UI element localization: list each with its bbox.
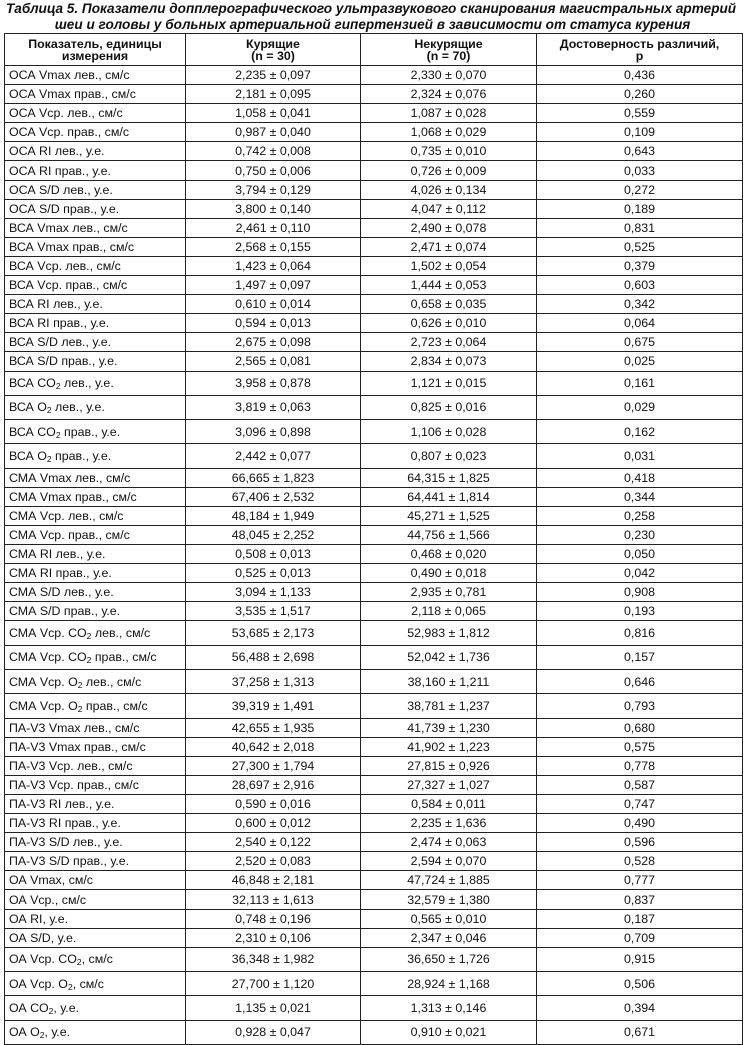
cell-indicator: СМА Vср. $CO_2$ лев., см/с <box>5 621 186 645</box>
table-row <box>5 737 743 756</box>
cell-p-value: 0,915 <box>537 947 743 971</box>
cell-indicator: ПА-V3 S/D прав., у.е. <box>5 852 186 871</box>
cell-p-value: 0,793 <box>537 694 743 718</box>
cell-smokers: 2,520 ± 0,083 <box>186 852 361 871</box>
cell-indicator: СМА S/D прав., у.е. <box>5 602 186 621</box>
cell-nonsmokers: 27,327 ± 1,027 <box>361 775 537 794</box>
table-row <box>5 871 743 890</box>
cell-smokers: 0,742 ± 0,008 <box>186 142 361 161</box>
cell-indicator: ПА-V3 RI прав., у.е. <box>5 814 186 833</box>
cell-nonsmokers: 0,565 ± 0,010 <box>361 909 537 928</box>
cell-indicator: ВСА $CO_2$ прав., у.е. <box>5 420 186 444</box>
cell-smokers: 2,461 ± 0,110 <box>186 218 361 237</box>
cell-indicator: ПА-V3 Vmax прав., см/с <box>5 737 186 756</box>
cell-p-value: 0,559 <box>537 104 743 123</box>
cell-indicator: ОА Vmax, см/с <box>5 871 186 890</box>
cell-nonsmokers: 38,781 ± 1,237 <box>361 694 537 718</box>
cell-p-value: 0,064 <box>537 314 743 333</box>
cell-indicator: СМА RI прав., у.е. <box>5 564 186 583</box>
cell-p-value: 0,029 <box>537 395 743 419</box>
cell-smokers: 3,800 ± 0,140 <box>186 199 361 218</box>
cell-indicator: СМА Vср. $CO_2$ прав., см/с <box>5 645 186 669</box>
cell-p-value: 0,603 <box>537 276 743 295</box>
table-row <box>5 352 743 371</box>
cell-nonsmokers: 45,271 ± 1,525 <box>361 506 537 525</box>
cell-p-value: 0,646 <box>537 670 743 694</box>
table-row <box>5 66 743 85</box>
table-row <box>5 583 743 602</box>
cell-nonsmokers: 1,068 ± 0,029 <box>361 123 537 142</box>
cell-smokers: 3,819 ± 0,063 <box>186 395 361 419</box>
cell-smokers: 67,406 ± 2,532 <box>186 487 361 506</box>
cell-smokers: 0,928 ± 0,047 <box>186 1020 361 1044</box>
cell-indicator: ОСА S/D прав., у.е. <box>5 199 186 218</box>
cell-p-value: 0,050 <box>537 545 743 564</box>
cell-indicator: СМА Vmax лев., см/с <box>5 468 186 487</box>
cell-smokers: 27,300 ± 1,794 <box>186 756 361 775</box>
table-row <box>5 218 743 237</box>
cell-smokers: 3,094 ± 1,133 <box>186 583 361 602</box>
cell-nonsmokers: 44,756 ± 1,566 <box>361 525 537 544</box>
cell-p-value: 0,525 <box>537 237 743 256</box>
table-row <box>5 645 743 669</box>
cell-indicator: СМА Vср. $O_2$ лев., см/с <box>5 670 186 694</box>
cell-p-value: 0,187 <box>537 909 743 928</box>
cell-indicator: СМА Vср. лев., см/с <box>5 506 186 525</box>
caption-line-2: шеи и головы у больных артериальной гипертензией в зависимости от статуса курения <box>54 17 691 32</box>
cell-smokers: 2,540 ± 0,122 <box>186 833 361 852</box>
cell-smokers: 0,525 ± 0,013 <box>186 564 361 583</box>
cell-p-value: 0,230 <box>537 525 743 544</box>
cell-p-value: 0,675 <box>537 333 743 352</box>
cell-indicator: ПА-V3 RI лев., у.е. <box>5 795 186 814</box>
cell-nonsmokers: 0,735 ± 0,010 <box>361 142 537 161</box>
cell-indicator: ОА $CO_2$, у.е. <box>5 996 186 1020</box>
cell-p-value: 0,193 <box>537 602 743 621</box>
cell-p-value: 0,031 <box>537 444 743 468</box>
table-row <box>5 444 743 468</box>
cell-p-value: 0,709 <box>537 928 743 947</box>
cell-nonsmokers: 64,441 ± 1,814 <box>361 487 537 506</box>
table-row <box>5 314 743 333</box>
cell-indicator: ОА $O_2$, у.е. <box>5 1020 186 1044</box>
table-row <box>5 487 743 506</box>
cell-p-value: 0,042 <box>537 564 743 583</box>
table-row <box>5 928 743 947</box>
table-row <box>5 564 743 583</box>
cell-nonsmokers: 32,579 ± 1,380 <box>361 890 537 909</box>
cell-p-value: 0,258 <box>537 506 743 525</box>
cell-nonsmokers: 52,042 ± 1,736 <box>361 645 537 669</box>
table-row <box>5 670 743 694</box>
cell-indicator: ВСА S/D прав., у.е. <box>5 352 186 371</box>
cell-p-value: 0,490 <box>537 814 743 833</box>
cell-smokers: 2,675 ± 0,098 <box>186 333 361 352</box>
table-row <box>5 545 743 564</box>
cell-indicator: ПА-V3 Vmax лев., см/с <box>5 718 186 737</box>
cell-indicator: ПА-V3 Vср. прав., см/с <box>5 775 186 794</box>
cell-indicator: ПА-V3 Vср. лев., см/с <box>5 756 186 775</box>
cell-nonsmokers: 41,902 ± 1,223 <box>361 737 537 756</box>
cell-smokers: 1,423 ± 0,064 <box>186 256 361 275</box>
cell-indicator: ВСА RI прав., у.е. <box>5 314 186 333</box>
cell-nonsmokers: 41,739 ± 1,230 <box>361 718 537 737</box>
table-row <box>5 371 743 395</box>
table-row <box>5 104 743 123</box>
cell-smokers: 1,058 ± 0,041 <box>186 104 361 123</box>
cell-p-value: 0,506 <box>537 972 743 996</box>
cell-p-value: 0,575 <box>537 737 743 756</box>
cell-smokers: 0,594 ± 0,013 <box>186 314 361 333</box>
header-smokers: Курящие (n = 30) <box>186 34 361 66</box>
cell-p-value: 0,418 <box>537 468 743 487</box>
cell-indicator: ОА Vср. $O_2$, см/с <box>5 972 186 996</box>
data-table <box>4 33 743 1045</box>
cell-smokers: 2,235 ± 0,097 <box>186 66 361 85</box>
cell-nonsmokers: 0,807 ± 0,023 <box>361 444 537 468</box>
cell-smokers: 48,184 ± 1,949 <box>186 506 361 525</box>
cell-nonsmokers: 0,910 ± 0,021 <box>361 1020 537 1044</box>
table-row <box>5 506 743 525</box>
cell-indicator: ВСА RI лев., у.е. <box>5 295 186 314</box>
table-row <box>5 1020 743 1044</box>
cell-smokers: 3,958 ± 0,878 <box>186 371 361 395</box>
cell-nonsmokers: 2,471 ± 0,074 <box>361 237 537 256</box>
table-row <box>5 795 743 814</box>
table-row <box>5 814 743 833</box>
table-row <box>5 395 743 419</box>
table-row <box>5 468 743 487</box>
cell-p-value: 0,189 <box>537 199 743 218</box>
cell-indicator: СМА Vср. $O_2$ прав., см/с <box>5 694 186 718</box>
cell-p-value: 0,342 <box>537 295 743 314</box>
cell-p-value: 0,747 <box>537 795 743 814</box>
header-nonsmokers: Некурящие (n = 70) <box>361 34 537 66</box>
cell-smokers: 0,748 ± 0,196 <box>186 909 361 928</box>
header-significance: Достоверность различий, p <box>537 34 743 66</box>
cell-nonsmokers: 4,026 ± 0,134 <box>361 180 537 199</box>
table-row <box>5 161 743 180</box>
table-row <box>5 621 743 645</box>
cell-p-value: 0,908 <box>537 583 743 602</box>
cell-p-value: 0,587 <box>537 775 743 794</box>
cell-p-value: 0,344 <box>537 487 743 506</box>
table-header <box>5 34 743 66</box>
cell-nonsmokers: 2,330 ± 0,070 <box>361 66 537 85</box>
cell-p-value: 0,161 <box>537 371 743 395</box>
cell-smokers: 3,535 ± 1,517 <box>186 602 361 621</box>
cell-indicator: ОА RI, у.е. <box>5 909 186 928</box>
cell-indicator: СМА S/D лев., у.е. <box>5 583 186 602</box>
cell-nonsmokers: 1,444 ± 0,053 <box>361 276 537 295</box>
cell-smokers: 39,319 ± 1,491 <box>186 694 361 718</box>
cell-smokers: 3,794 ± 0,129 <box>186 180 361 199</box>
cell-smokers: 0,610 ± 0,014 <box>186 295 361 314</box>
cell-smokers: 46,848 ± 2,181 <box>186 871 361 890</box>
cell-smokers: 0,987 ± 0,040 <box>186 123 361 142</box>
cell-p-value: 0,778 <box>537 756 743 775</box>
table-row <box>5 180 743 199</box>
cell-nonsmokers: 1,121 ± 0,015 <box>361 371 537 395</box>
cell-smokers: 42,655 ± 1,935 <box>186 718 361 737</box>
table-row <box>5 123 743 142</box>
cell-nonsmokers: 0,825 ± 0,016 <box>361 395 537 419</box>
cell-nonsmokers: 2,118 ± 0,065 <box>361 602 537 621</box>
cell-p-value: 0,816 <box>537 621 743 645</box>
cell-nonsmokers: 47,724 ± 1,885 <box>361 871 537 890</box>
table-row <box>5 775 743 794</box>
cell-p-value: 0,671 <box>537 1020 743 1044</box>
table-row <box>5 756 743 775</box>
table-row <box>5 718 743 737</box>
cell-nonsmokers: 2,474 ± 0,063 <box>361 833 537 852</box>
table-row <box>5 142 743 161</box>
cell-smokers: 2,310 ± 0,106 <box>186 928 361 947</box>
table-row <box>5 972 743 996</box>
cell-nonsmokers: 2,935 ± 0,781 <box>361 583 537 602</box>
cell-smokers: 1,135 ± 0,021 <box>186 996 361 1020</box>
cell-p-value: 0,837 <box>537 890 743 909</box>
cell-nonsmokers: 0,626 ± 0,010 <box>361 314 537 333</box>
table-row <box>5 602 743 621</box>
cell-p-value: 0,831 <box>537 218 743 237</box>
cell-smokers: 32,113 ± 1,613 <box>186 890 361 909</box>
cell-smokers: 66,665 ± 1,823 <box>186 468 361 487</box>
table-row <box>5 694 743 718</box>
table-row <box>5 199 743 218</box>
cell-smokers: 36,348 ± 1,982 <box>186 947 361 971</box>
cell-indicator: СМА RI лев., у.е. <box>5 545 186 564</box>
cell-smokers: 0,600 ± 0,012 <box>186 814 361 833</box>
cell-nonsmokers: 64,315 ± 1,825 <box>361 468 537 487</box>
cell-nonsmokers: 38,160 ± 1,211 <box>361 670 537 694</box>
cell-p-value: 0,680 <box>537 718 743 737</box>
cell-indicator: ВСА $O_2$ лев., у.е. <box>5 395 186 419</box>
table-row <box>5 85 743 104</box>
cell-indicator: ОА Vср., см/с <box>5 890 186 909</box>
cell-p-value: 0,777 <box>537 871 743 890</box>
cell-nonsmokers: 1,106 ± 0,028 <box>361 420 537 444</box>
cell-p-value: 0,528 <box>537 852 743 871</box>
cell-nonsmokers: 2,834 ± 0,073 <box>361 352 537 371</box>
cell-nonsmokers: 27,815 ± 0,926 <box>361 756 537 775</box>
cell-nonsmokers: 2,723 ± 0,064 <box>361 333 537 352</box>
cell-p-value: 0,162 <box>537 420 743 444</box>
cell-indicator: ОА S/D, у.е. <box>5 928 186 947</box>
cell-p-value: 0,025 <box>537 352 743 371</box>
cell-nonsmokers: 0,490 ± 0,018 <box>361 564 537 583</box>
cell-smokers: 53,685 ± 2,173 <box>186 621 361 645</box>
table-row <box>5 947 743 971</box>
cell-nonsmokers: 0,658 ± 0,035 <box>361 295 537 314</box>
cell-nonsmokers: 2,235 ± 1,636 <box>361 814 537 833</box>
cell-indicator: ВСА S/D лев., у.е. <box>5 333 186 352</box>
cell-smokers: 2,565 ± 0,081 <box>186 352 361 371</box>
table-row <box>5 852 743 871</box>
cell-nonsmokers: 1,313 ± 0,146 <box>361 996 537 1020</box>
cell-p-value: 0,394 <box>537 996 743 1020</box>
cell-indicator: ОСА Vср. лев., см/с <box>5 104 186 123</box>
cell-p-value: 0,260 <box>537 85 743 104</box>
table-row <box>5 295 743 314</box>
cell-indicator: ОСА RI лев., у.е. <box>5 142 186 161</box>
cell-indicator: ВСА Vср. лев., см/с <box>5 256 186 275</box>
cell-smokers: 0,590 ± 0,016 <box>186 795 361 814</box>
table-row <box>5 996 743 1020</box>
table-body <box>5 66 743 1045</box>
cell-indicator: ОА Vср. $CO_2$, см/с <box>5 947 186 971</box>
cell-nonsmokers: 0,726 ± 0,009 <box>361 161 537 180</box>
cell-smokers: 2,442 ± 0,077 <box>186 444 361 468</box>
cell-p-value: 0,436 <box>537 66 743 85</box>
table-row <box>5 276 743 295</box>
cell-smokers: 40,642 ± 2,018 <box>186 737 361 756</box>
cell-indicator: ОСА Vmax лев., см/с <box>5 66 186 85</box>
cell-nonsmokers: 4,047 ± 0,112 <box>361 199 537 218</box>
cell-nonsmokers: 2,490 ± 0,078 <box>361 218 537 237</box>
cell-indicator: ВСА $O_2$ прав., у.е. <box>5 444 186 468</box>
table-row <box>5 909 743 928</box>
cell-nonsmokers: 1,502 ± 0,054 <box>361 256 537 275</box>
cell-smokers: 3,096 ± 0,898 <box>186 420 361 444</box>
cell-p-value: 0,109 <box>537 123 743 142</box>
table-row <box>5 833 743 852</box>
table-row <box>5 890 743 909</box>
cell-nonsmokers: 1,087 ± 0,028 <box>361 104 537 123</box>
cell-nonsmokers: 0,584 ± 0,011 <box>361 795 537 814</box>
cell-nonsmokers: 2,324 ± 0,076 <box>361 85 537 104</box>
cell-indicator: ОСА Vср. прав., см/с <box>5 123 186 142</box>
cell-smokers: 37,258 ± 1,313 <box>186 670 361 694</box>
table-row <box>5 333 743 352</box>
cell-nonsmokers: 2,347 ± 0,046 <box>361 928 537 947</box>
table-row <box>5 256 743 275</box>
table-row <box>5 237 743 256</box>
cell-smokers: 28,697 ± 2,916 <box>186 775 361 794</box>
cell-p-value: 0,157 <box>537 645 743 669</box>
cell-smokers: 1,497 ± 0,097 <box>186 276 361 295</box>
cell-smokers: 0,508 ± 0,013 <box>186 545 361 564</box>
cell-p-value: 0,379 <box>537 256 743 275</box>
caption-line-1: Таблица 5. Показатели допплерографического ультразвукового сканирования магистральных артерий <box>6 1 737 16</box>
cell-nonsmokers: 0,468 ± 0,020 <box>361 545 537 564</box>
cell-indicator: СМА Vср. прав., см/с <box>5 525 186 544</box>
cell-p-value: 0,643 <box>537 142 743 161</box>
table-caption <box>0 0 745 33</box>
cell-indicator: ОСА S/D лев., у.е. <box>5 180 186 199</box>
cell-smokers: 2,568 ± 0,155 <box>186 237 361 256</box>
cell-p-value: 0,596 <box>537 833 743 852</box>
cell-indicator: ПА-V3 S/D лев., у.е. <box>5 833 186 852</box>
cell-indicator: ОСА Vmax прав., см/с <box>5 85 186 104</box>
cell-p-value: 0,033 <box>537 161 743 180</box>
cell-smokers: 2,181 ± 0,095 <box>186 85 361 104</box>
table-row <box>5 420 743 444</box>
cell-indicator: ВСА Vср. прав., см/с <box>5 276 186 295</box>
table-row <box>5 525 743 544</box>
cell-p-value: 0,272 <box>537 180 743 199</box>
cell-smokers: 48,045 ± 2,252 <box>186 525 361 544</box>
header-indicator: Показатель, единицы измерения <box>5 34 186 66</box>
cell-indicator: ОСА RI прав., у.е. <box>5 161 186 180</box>
cell-nonsmokers: 2,594 ± 0,070 <box>361 852 537 871</box>
cell-smokers: 27,700 ± 1,120 <box>186 972 361 996</box>
cell-smokers: 56,488 ± 2,698 <box>186 645 361 669</box>
cell-smokers: 0,750 ± 0,006 <box>186 161 361 180</box>
cell-indicator: СМА Vmax прав., см/с <box>5 487 186 506</box>
cell-nonsmokers: 28,924 ± 1,168 <box>361 972 537 996</box>
cell-indicator: ВСА Vmax прав., см/с <box>5 237 186 256</box>
cell-indicator: ВСА $CO_2$ лев., у.е. <box>5 371 186 395</box>
cell-nonsmokers: 52,983 ± 1,812 <box>361 621 537 645</box>
cell-nonsmokers: 36,650 ± 1,726 <box>361 947 537 971</box>
cell-indicator: ВСА Vmax лев., см/с <box>5 218 186 237</box>
